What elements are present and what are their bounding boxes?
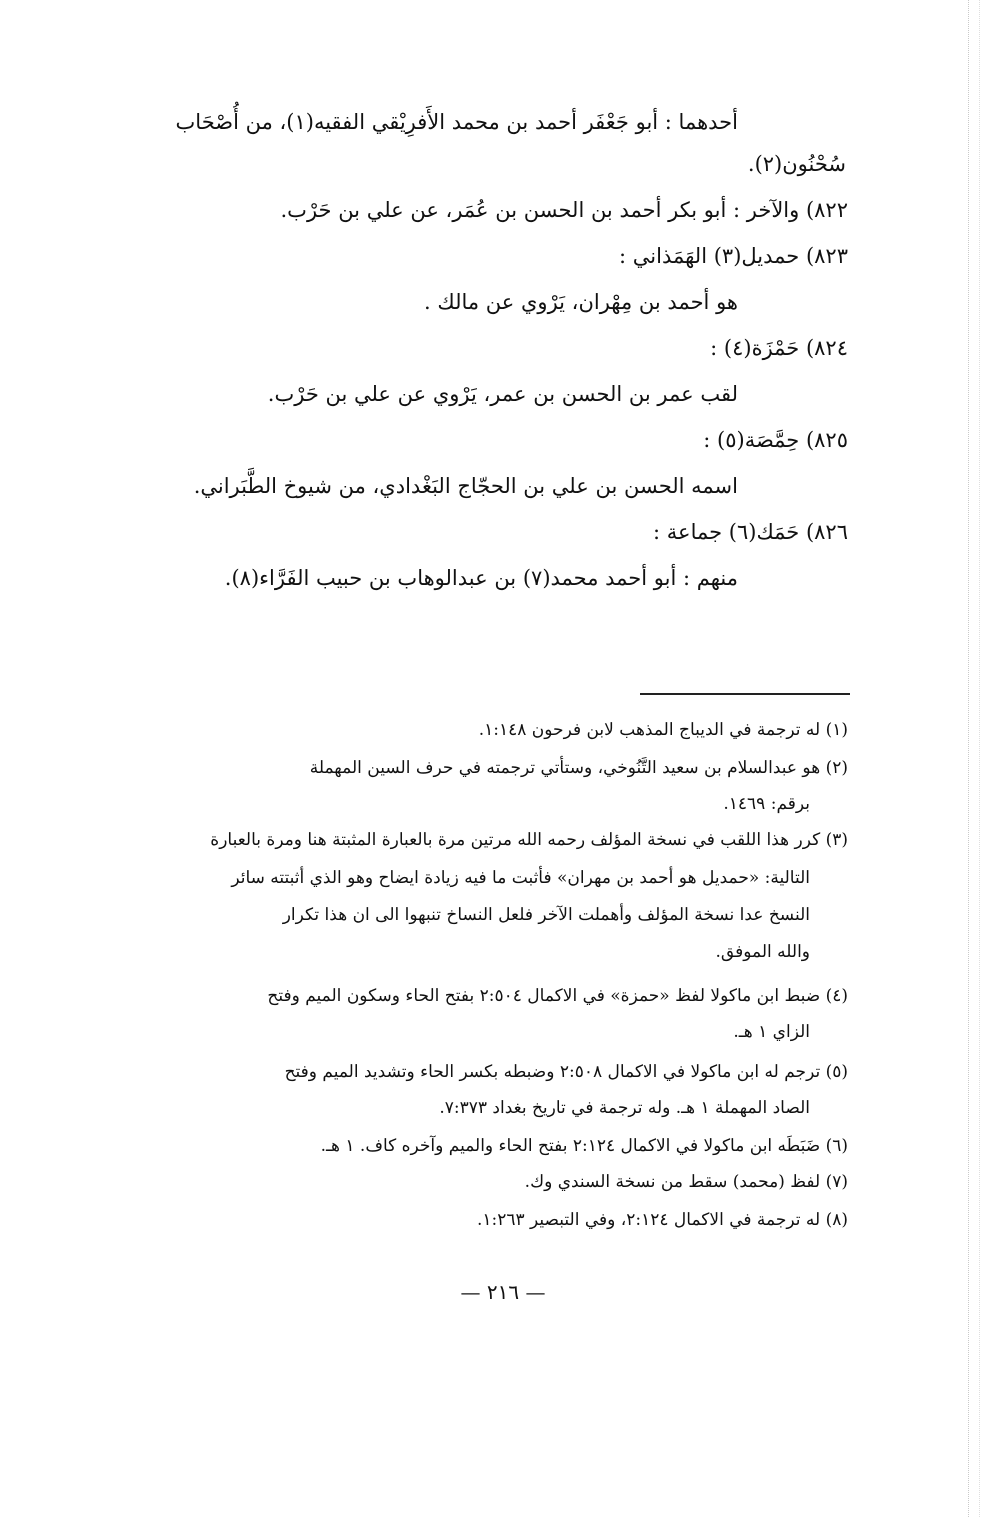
footnote-continuation: التالية: «حمديل هو أحمد بن مهران» فأثبت ما فيه زيادة ايضاح وهو الذي أثبتته سائر bbox=[231, 868, 810, 888]
entry-825: ٨٢٥) حِمَّصَة(٥) : bbox=[703, 428, 848, 452]
footnote-4: (٤) ضبط ابن ماكولا لفظ «حمزة» في الاكمال ٢:٥٠٤ بفتح الحاء وسكون الميم وفتح bbox=[267, 986, 848, 1006]
entry-824: ٨٢٤) حَمْزَة(٤) : bbox=[710, 336, 848, 360]
entry-826: ٨٢٦) حَمَك(٦) جماعة : bbox=[653, 520, 848, 544]
text-line: اسمه الحسن بن علي بن الحجّاج البَغْدادي، من شيوخ الطَّبَراني. bbox=[193, 474, 738, 498]
footnote-8: (٨) له ترجمة في الاكمال ٢:١٢٤، وفي التبصير ١:٢٦٣. bbox=[476, 1210, 848, 1230]
text-line: لقب عمر بن الحسن بن عمر، يَرْوي عن علي بن حَرْب. bbox=[267, 382, 738, 406]
footnote-continuation: برقم: ١٤٦٩. bbox=[723, 794, 810, 814]
text-line: أحدهما : أبو جَعْفَر أحمد بن محمد الأَفرِيْقي الفقيه(١)، من أُصْحَاب bbox=[175, 110, 738, 134]
text-line: هو أحمد بن مِهْران، يَرْوي عن مالك . bbox=[424, 290, 738, 314]
footnote-continuation: والله الموفق. bbox=[715, 942, 810, 962]
footnote-5: (٥) ترجم له ابن ماكولا في الاكمال ٢:٥٠٨ وضبطه بكسر الحاء وتشديد الميم وفتح bbox=[284, 1062, 848, 1082]
entry-823: ٨٢٣) حمديل(٣) الهَمَذاني : bbox=[619, 244, 848, 268]
page-number: — ٢١٦ — bbox=[460, 1280, 546, 1304]
text-line: منهم : أبو أحمد محمد(٧) بن عبدالوهاب بن حبيب الفَرَّاء(٨). bbox=[224, 566, 738, 590]
entry-822: ٨٢٢) والآخر : أبو بكر أحمد بن الحسن بن عُمَر، عن علي بن حَرْب. bbox=[280, 198, 848, 222]
footnote-6: (٦) ضَبَطَه ابن ماكولا في الاكمال ٢:١٢٤ بفتح الحاء والميم وآخره كاف. ١ هـ. bbox=[320, 1136, 848, 1156]
footnote-continuation: الزاي ١ هـ. bbox=[733, 1022, 810, 1042]
footnote-2: (٢) هو عبدالسلام بن سعيد التَّنُوخي، وستأتي ترجمته في حرف السين المهملة bbox=[309, 758, 848, 778]
footnote-1: (١) له ترجمة في الديباج المذهب لابن فرحون ١:١٤٨. bbox=[478, 720, 848, 740]
footnote-7: (٧) لفظ (محمد) سقط من نسخة السندي وك. bbox=[524, 1172, 848, 1192]
footnote-3: (٣) كرر هذا اللقب في نسخة المؤلف رحمه الله مرتين مرة بالعبارة المثبتة هنا ومرة بالعبارة bbox=[210, 830, 848, 850]
text-line: سُحْنُون(٢). bbox=[747, 152, 846, 176]
footnote-continuation: النسخ عدا نسخة المؤلف وأهملت الآخر فلعل النساخ تنبهوا الى ان هذا تكرار bbox=[282, 905, 810, 925]
footnote-continuation: الصاد المهملة ١ هـ. وله ترجمة في تاريخ بغداد ٧:٣٧٣. bbox=[439, 1098, 810, 1118]
footnote-separator bbox=[640, 693, 850, 695]
